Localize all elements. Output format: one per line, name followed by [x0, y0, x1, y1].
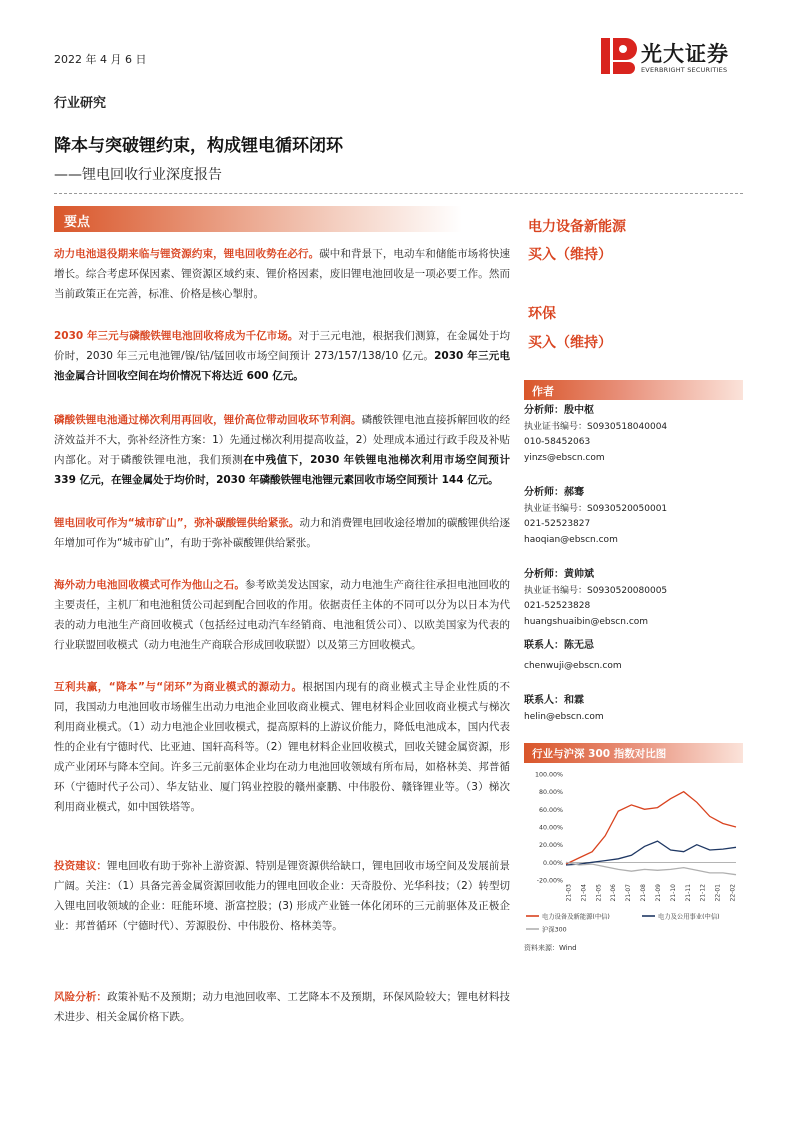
- x-tick-label: 22-01: [714, 884, 722, 902]
- y-tick-label: 60.00%: [538, 806, 563, 814]
- contact-card: [524, 638, 743, 674]
- report-date: 2022 年 4 月 6 日: [54, 53, 147, 66]
- analyst-role: 分析师：: [524, 569, 564, 580]
- chart-source: 资料来源：Wind: [524, 944, 577, 952]
- x-tick-label: 21-12: [699, 884, 707, 902]
- analyst-phone: 021-52523827: [524, 519, 591, 529]
- analyst-role: 分析师：: [524, 405, 564, 416]
- y-tick-label: 0.00%: [542, 859, 563, 867]
- x-tick-label: 21-04: [580, 884, 588, 902]
- key-points-label: 要点: [64, 215, 91, 230]
- y-tick-label: 80.00%: [538, 789, 563, 797]
- paragraph-text: 碳中和背景下，电动车和储能市场将快速增长。综合考虑环保因素、锂资源区域约束、锂价格因素，废旧锂电池回收是一项必要工作。然而当前政策正在完善，标准、价格是核心掣肘。: [54, 248, 511, 300]
- paragraph-text: 根据国内现有的商业模式主导企业性质的不同，我国动力电池回收市场催生出动力电池企业回收商业模式、锂电材料企业回收商业模式与梯次利用商业模式。（1）动力电池企业回收模式，提高原料的上游议价能力，降低电池成本，国内代表性的企业有宁德时代、比亚迪、国轩高科等。（2）锂电材料企业回收模式，回收关键金属资源，形成产业闭环与降本空间。许多三元前驱体企业均在动力电池回收领域有所布局，如格林美、邦普循环（宁德时代子公司）、华友钴业、厦门钨业控股的赣州豪鹏、中伟股份、赣锋锂业等。（3）梯次利用商业模式，如中国铁塔等。: [54, 681, 511, 813]
- paragraph-text: 动力和消费锂电回收途径增加的碳酸锂供给逐年增加可作为“城市矿山”，有助于弥补碳酸锂供给紧张。: [54, 517, 510, 549]
- paragraph-4: [54, 513, 510, 553]
- paragraph-bold: 2030 年三元电池金属合计回收空间在均价情况下将达近 600 亿元。: [54, 350, 510, 382]
- analyst-email[interactable]: huangshuaibin@ebscn.com: [524, 616, 649, 627]
- analyst-phone: 010-58452063: [524, 437, 591, 447]
- paragraph-lead: 2030 年三元与磷酸铁锂电池回收将成为千亿市场。: [54, 330, 299, 342]
- paragraph-6: [54, 677, 510, 817]
- x-tick-label: 21-07: [625, 884, 633, 902]
- logo-text: 光大证券: [641, 42, 729, 66]
- y-axis: [535, 772, 736, 885]
- paragraph-lead: 风险分析：: [54, 991, 108, 1003]
- paragraph-3: [54, 410, 510, 490]
- x-tick-label: 21-10: [669, 884, 677, 902]
- report-title: 降本与突破锂约束，构成锂电循环闭环: [54, 136, 343, 156]
- chart-title: 行业与沪深 300 指数对比图: [532, 748, 667, 760]
- x-tick-label: 21-03: [565, 884, 573, 902]
- x-tick-label: 21-06: [610, 884, 618, 902]
- analyst-role: 分析师：: [524, 487, 564, 498]
- legend-label: 电力设备及新能源(中信): [542, 913, 610, 921]
- x-tick-label: 21-09: [654, 884, 662, 902]
- logo-en-text: EVERBRIGHT SECURITIES: [641, 66, 728, 74]
- x-axis: [566, 884, 737, 902]
- contact-name: 陈无忌: [564, 640, 594, 651]
- x-tick-label: 21-08: [640, 884, 648, 902]
- contact-role: 联系人：: [524, 695, 564, 706]
- x-tick-label: 21-05: [595, 884, 603, 902]
- contact-role: 联系人：: [524, 640, 564, 651]
- sector-rating: 买入（维持）: [528, 335, 612, 351]
- y-tick-label: 20.00%: [538, 842, 563, 850]
- legend-label: 沪深300: [542, 926, 567, 934]
- paragraph-text: 锂电回收有助于弥补上游资源、特别是锂资源供给缺口，锂电回收市场空间及发展前景广阔。关注：（1）具备完善金属资源回收能力的锂电回收企业：天奇股份、光华科技；（2）转型切入锂电回收领域的企业：旺能环境、浙富控股；(3) 形成产业链一体化闭环的三元前驱体及正极企业：邦普循环（宁德时代）、芳源股份、中伟股份、格林美等。: [54, 860, 511, 932]
- analyst-name: 黄帅斌: [564, 569, 594, 580]
- paragraph-lead: 动力电池退役期来临与锂资源约束，锂电回收势在必行。: [54, 248, 320, 260]
- x-tick-label: 21-11: [684, 884, 692, 902]
- y-tick-label: 40.00%: [538, 824, 563, 832]
- analyst-cert: 执业证书编号：S0930520080005: [524, 585, 668, 596]
- series-line: [566, 792, 736, 864]
- series-line: [566, 841, 736, 865]
- brand-logo: [599, 36, 749, 80]
- contact-card: [524, 693, 743, 725]
- contact-email[interactable]: chenwuji@ebscn.com: [524, 660, 622, 671]
- paragraph-lead: 投资建议：: [54, 860, 108, 872]
- header-divider: [54, 193, 743, 194]
- analyst-email[interactable]: haoqian@ebscn.com: [524, 534, 618, 545]
- analyst-name: 郝骞: [564, 487, 584, 498]
- analyst-card: [524, 403, 743, 466]
- y-tick-label: 100.00%: [534, 771, 563, 779]
- legend-label: 电力及公用事业(中信): [658, 913, 720, 921]
- paragraph-text: 政策补贴不及预期；动力电池回收率、工艺降本不及预期，环保风险较大；锂电材料技术进步、相关金属价格下跌。: [54, 991, 511, 1023]
- paragraph-text: 对于三元电池，根据我们测算，在金属处于均价时，2030 年三元电池锂/镍/钴/锰回收市场空间预计 273/157/138/10 亿元。: [54, 330, 510, 362]
- everbright-logo-icon: [599, 36, 637, 76]
- paragraph-text: 磷酸铁锂电池直接拆解回收的经济效益并不大，弥补经济性方案：1）先通过梯次利用提高收益，2）处理成本通过行政手段及补贴内部化。对于磷酸铁锂电池，我们预测: [54, 414, 511, 466]
- y-tick-label: -20.00%: [536, 877, 563, 885]
- analyst-cert: 执业证书编号：S0930520050001: [524, 503, 668, 514]
- analyst-email[interactable]: yinzs@ebscn.com: [524, 452, 605, 463]
- sector-rating: 买入（维持）: [528, 247, 612, 263]
- analyst-cert: 执业证书编号：S0930518040004: [524, 421, 668, 432]
- x-tick-label: 22-02: [729, 884, 737, 902]
- authors-header: [524, 380, 743, 400]
- analyst-card: [524, 485, 743, 548]
- sector-name: 电力设备新能源: [528, 219, 626, 235]
- risk-analysis: [54, 987, 510, 1027]
- paragraph-5: [54, 575, 510, 655]
- analyst-phone: 021-52523828: [524, 601, 591, 611]
- report-category: 行业研究: [54, 96, 107, 111]
- paragraph-lead: 互利共赢，“降本”与“闭环”为商业模式的源动力。: [54, 681, 303, 693]
- report-subtitle: ——锂电回收行业深度报告: [54, 167, 222, 183]
- contact-email[interactable]: helin@ebscn.com: [524, 711, 604, 722]
- index-comparison-chart: [524, 766, 743, 940]
- paragraph-lead: 锂电回收可作为“城市矿山”，弥补碳酸锂供给紧张。: [54, 517, 300, 529]
- paragraph-bold: 在中残值下，2030 年铁锂电池梯次利用市场空间预计 339 亿元，在锂金属处于均价时，2030 年磷酸铁锂电池锂元素回收市场空间预计 144 亿元。: [54, 454, 510, 486]
- paragraph-1: [54, 244, 510, 304]
- key-points-header: [54, 206, 462, 232]
- chart-header: [524, 743, 743, 763]
- sector-name: 环保: [528, 306, 556, 322]
- paragraph-2: [54, 326, 510, 386]
- series-line: [566, 862, 736, 874]
- analyst-card: [524, 567, 743, 630]
- paragraph-text: 参考欧美发达国家，动力电池生产商往往承担电池回收的主要责任，主机厂和电池租赁公司起到配合回收的作用。依据责任主体的不同可以分为以日本为代表的动力电池生产商回收模式（包括经过电动汽车经销商、电池租赁公司）、以欧美国家为代表的行业联盟回收模式（动力电池生产商联合形成回收联盟）以及第三方回收模式。: [54, 579, 511, 651]
- investment-advice: [54, 856, 510, 936]
- authors-label: 作者: [532, 385, 554, 398]
- paragraph-lead: 海外动力电池回收模式可作为他山之石。: [54, 579, 245, 591]
- analyst-name: 殷中枢: [564, 405, 594, 416]
- paragraph-lead: 磷酸铁锂电池通过梯次利用再回收，锂价高位带动回收环节利润。: [54, 414, 362, 426]
- chart-legend: [526, 912, 720, 934]
- contact-name: 和霖: [564, 695, 584, 706]
